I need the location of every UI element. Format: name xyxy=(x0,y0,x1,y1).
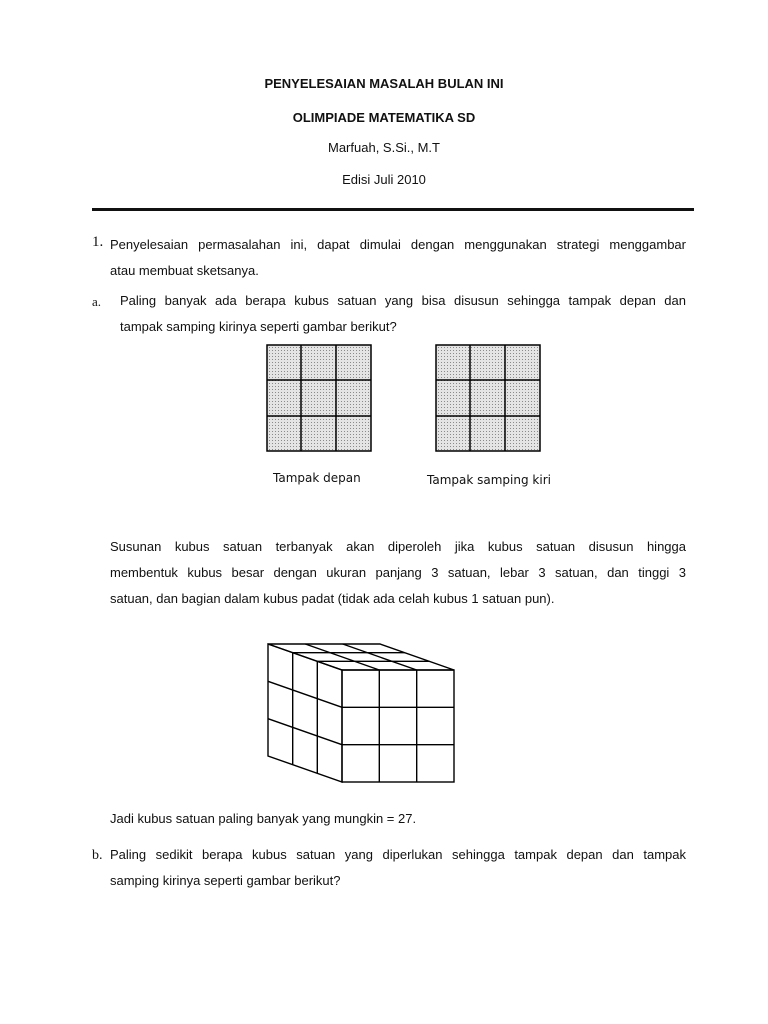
front-view-grid xyxy=(266,344,372,452)
part-a-question-line: Paling banyak ada berapa kubus satuan yang bisa disusun sehingga tampak depan dan xyxy=(120,293,686,308)
author: Marfuah, S.Si., M.T xyxy=(328,140,440,155)
caption-side-view: Tampak samping kiri xyxy=(427,473,551,487)
document-subtitle: OLIMPIADE MATEMATIKA SD xyxy=(292,110,476,125)
part-b-question xyxy=(110,842,686,894)
part-a-conclusion: Jadi kubus satuan paling banyak yang mungkin = 27. xyxy=(110,811,417,826)
problem-number: 1. xyxy=(92,234,104,250)
caption-front-view: Tampak depan xyxy=(273,471,361,485)
document-title: PENYELESAIAN MASALAH BULAN INI xyxy=(264,76,504,91)
part-a-question xyxy=(120,288,686,340)
edition: Edisi Juli 2010 xyxy=(342,172,426,187)
part-b-question-line: samping kirinya seperti gambar berikut? xyxy=(110,873,341,888)
cube-3x3x3-drawing xyxy=(262,638,462,786)
explanation-line: Susunan kubus satuan terbanyak akan diperoleh jika kubus satuan disusun hingga xyxy=(110,539,686,554)
explanation-line: satuan, dan bagian dalam kubus padat (tidak ada celah kubus 1 satuan pun). xyxy=(110,591,555,606)
problem-intro xyxy=(110,232,686,284)
explanation-line: membentuk kubus besar dengan ukuran panjang 3 satuan, lebar 3 satuan, dan tinggi 3 xyxy=(110,565,686,580)
part-b-question-line: Paling sedikit berapa kubus satuan yang diperlukan sehingga tampak depan dan tampak xyxy=(110,847,686,862)
part-a-explanation xyxy=(110,534,686,612)
problem-intro-line: atau membuat sketsanya. xyxy=(110,263,259,278)
problem-intro-line: Penyelesaian permasalahan ini, dapat dimulai dengan menggunakan strategi menggambar xyxy=(110,237,686,252)
part-a-question-line: tampak samping kirinya seperti gambar berikut? xyxy=(120,319,397,334)
part-a-letter: a. xyxy=(92,294,102,309)
side-view-grid xyxy=(435,344,541,452)
part-b-letter: b. xyxy=(92,848,103,863)
header-divider xyxy=(92,208,694,211)
